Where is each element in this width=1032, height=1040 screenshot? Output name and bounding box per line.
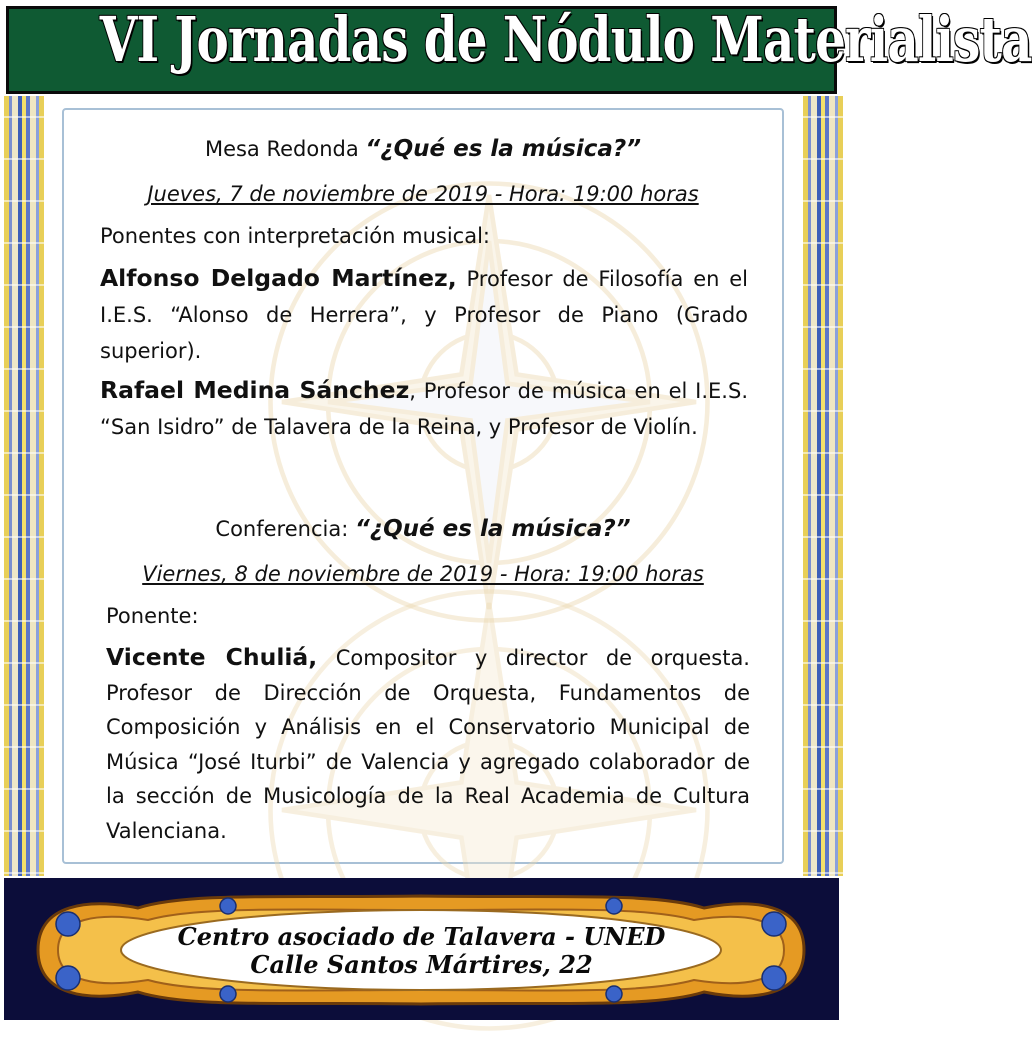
program-card — [62, 108, 784, 864]
footer-center-name: Centro asociado de Talavera - UNED — [177, 922, 666, 951]
event2-heading — [64, 516, 782, 542]
event2-speaker1-desc: Compositor y director de orquesta. Profesor de Dirección de Orquesta, Fundamentos de Composición y Análisis en el Conservatorio Municipal de Música “José Iturbi” de Valencia y agregado colaborador de la sección de Musicología de la Real Academia de Cultura Valenciana. — [106, 646, 750, 843]
footer — [4, 878, 839, 1020]
event1-speaker1-desc: Profesor de Filosofía en el I.E.S. “Alonso de Herrera”, y Profesor de Piano (Grado superior). — [100, 267, 748, 363]
event1-title: “¿Qué es la música?” — [365, 136, 642, 162]
right-tile-border — [803, 96, 843, 876]
event1-datetime-row — [64, 182, 782, 206]
event1-speaker2 — [100, 372, 748, 445]
event2-speaker1-name: Vicente Chuliá, — [106, 643, 318, 671]
event1-datetime: Jueves, 7 de noviembre de 2019 - Hora: 19:00 horas — [147, 182, 699, 206]
footer-address: Calle Santos Mártires, 22 — [250, 950, 593, 979]
event2-title: “¿Qué es la música?” — [354, 516, 631, 542]
event2-speaker1 — [106, 640, 750, 848]
event2-type: Conferencia: — [215, 517, 349, 541]
event1-speaker2-name: Rafael Medina Sánchez — [100, 376, 410, 404]
event2-speakers-label: Ponente: — [106, 604, 199, 628]
event1-speaker2-desc: , Profesor de música en el I.E.S. “San Isidro” de Talavera de la Reina, y Profesor de Violín. — [100, 379, 748, 439]
header-banner — [6, 3, 1032, 94]
event1-speaker1-name: Alfonso Delgado Martínez, — [100, 264, 457, 292]
page-title: VI Jornadas de Nódulo Materialista — [99, 3, 1032, 76]
event1-type: Mesa Redonda — [204, 137, 359, 161]
left-tile-border — [4, 96, 44, 876]
event2-datetime-row — [64, 562, 782, 586]
event1-heading — [64, 136, 782, 162]
event1-speaker1 — [100, 260, 748, 369]
event1-speakers-label: Ponentes con interpretación musical: — [100, 224, 490, 248]
event2-datetime: Viernes, 8 de noviembre de 2019 - Hora: 19:00 horas — [142, 562, 704, 586]
